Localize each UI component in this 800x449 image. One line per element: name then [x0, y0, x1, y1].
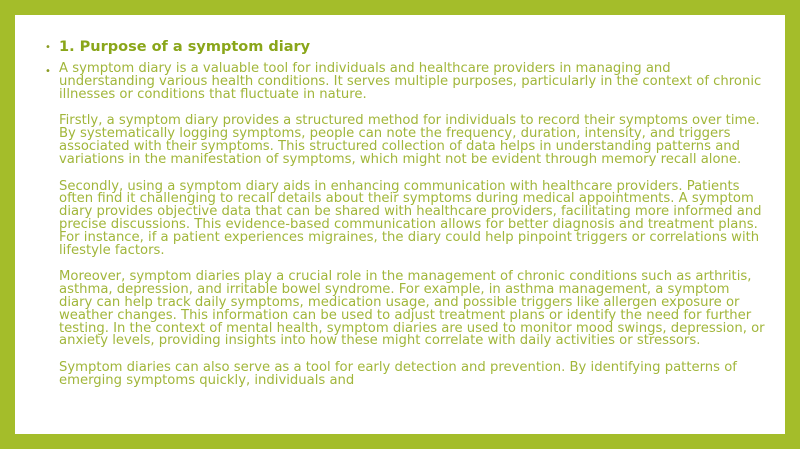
- heading-bullet: •: [45, 42, 51, 53]
- paragraph: Firstly, a symptom diary provides a structured method for individuals to record their symptoms over time. By systematically logging symptoms, people can note the frequency, duration, intensity, and triggers associated with their symptoms. This structured collection of data helps in understanding patterns and variations in the manifestation of symptoms, which might not be evident through memory recall alone.: [59, 113, 760, 167]
- paragraph: A symptom diary is a valuable tool for individuals and healthcare providers in managing and understanding various health conditions. It serves multiple purposes, particularly in the context of chronic illnesses or conditions that fluctuate in nature.: [59, 61, 762, 102]
- section-heading: 1. Purpose of a symptom diary: [59, 39, 311, 55]
- paragraph: Moreover, symptom diaries play a crucial role in the management of chronic conditions such as arthritis, asthma, depression, and irritable bowel syndrome. For example, in asthma management, a symptom diary can help track daily symptoms, medication usage, and possible triggers like allergen exposure or weather changes. This information can be used to adjust treatment plans or identify the need for further testing. In the context of mental health, symptom diaries are used to monitor mood swings, depression, or anxiety levels, providing insights into how these might correlate with daily activities or stressors.: [59, 269, 765, 349]
- paragraph: Symptom diaries can also serve as a tool for early detection and prevention. By identifying patterns of emerging symptoms quickly, individuals and: [59, 360, 737, 388]
- body-bullet: •: [45, 66, 51, 77]
- body-text: [59, 63, 765, 402]
- slide: [15, 15, 785, 434]
- paragraph: Secondly, using a symptom diary aids in enhancing communication with healthcare providers. Patients often find it challenging to recall details about their symptoms during medical appointments. A symptom diary provides objective data that can be shared with healthcare providers, facilitating more informed and precise discussions. This evidence-based communication allows for better diagnosis and treatment plans. For instance, if a patient experiences migraines, the diary could help pinpoint triggers or correlations with lifestyle factors.: [59, 178, 762, 258]
